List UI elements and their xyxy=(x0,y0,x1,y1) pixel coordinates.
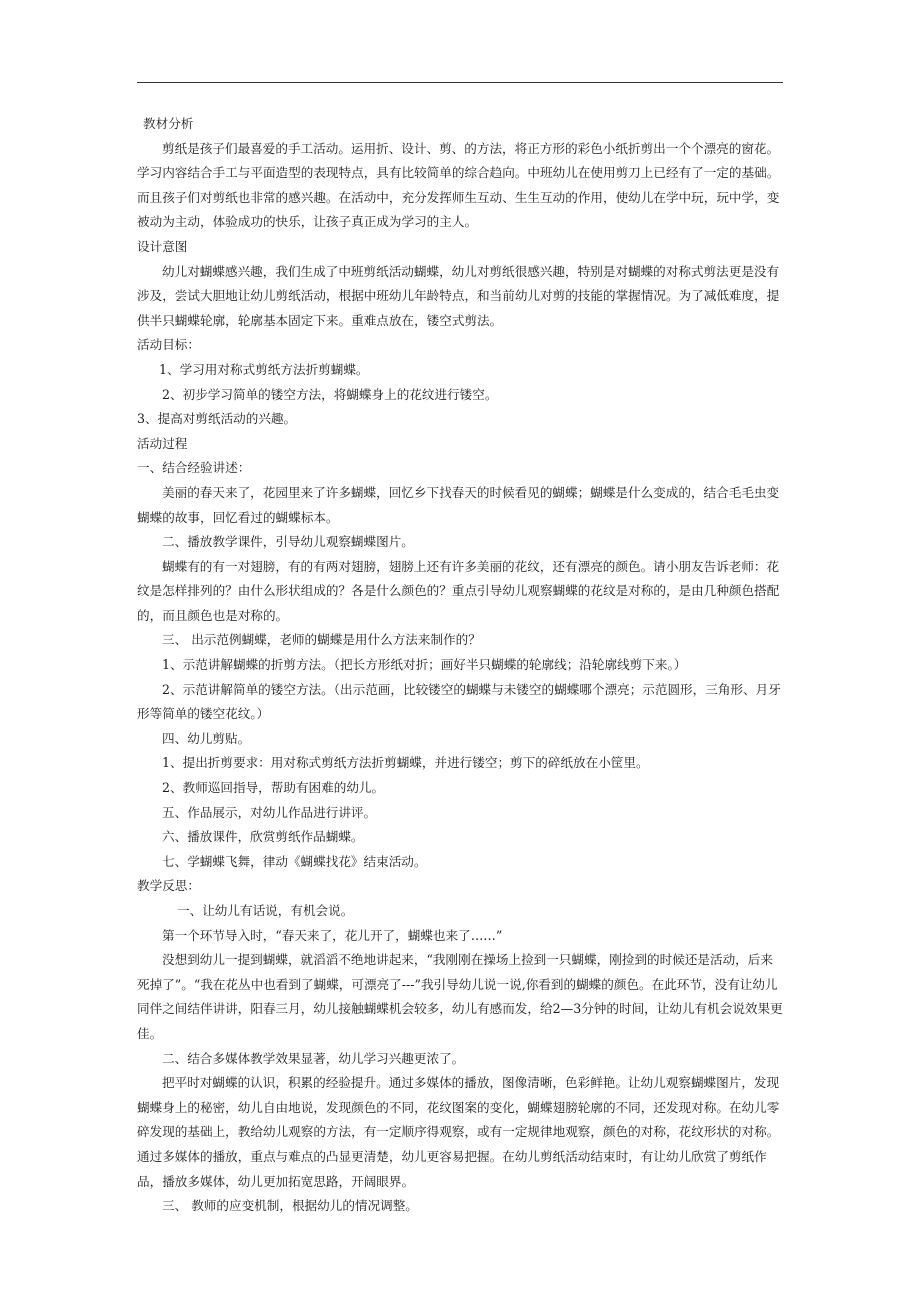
document-body xyxy=(137,112,785,1219)
paragraph: 三、 出示范例蝴蝶，老师的蝴蝶是用什么方法来制作的？ xyxy=(162,632,481,648)
paragraph: 第一个环节导入时，“春天来了，花儿开了，蝴蝶也来了……” xyxy=(162,927,503,943)
paragraph: 一、结合经验讲述： xyxy=(137,460,251,476)
paragraph: 1、学习用对称式剪纸方法折剪蝴蝶。 xyxy=(159,361,369,377)
paragraph: 设计意图 xyxy=(137,238,188,254)
paragraph: 2、教师巡回指导，帮助有困难的幼儿。 xyxy=(162,780,385,796)
paragraph: 三、 教师的应变机制，根据幼儿的情况调整。 xyxy=(162,1198,418,1214)
paragraph: 七、学蝴蝶飞舞，律动《蝴蝶找花》结束活动。 xyxy=(162,853,427,869)
paragraph: 幼儿对蝴蝶感兴趣，我们生成了中班剪纸活动蝴蝶，幼儿对剪纸很感兴趣，特别是对蝴蝶的对称式剪法更是没有涉及，尝试大胆地让幼儿剪纸活动，根据中班幼儿年龄特点，和当前幼儿对剪的技能的掌握情况。为了减低难度，提供半只蝴蝶轮廓，轮廓基本固定下来。重难点放在，镂空式剪法。 xyxy=(137,263,780,328)
paragraph: 四、幼儿剪贴。 xyxy=(162,730,251,746)
paragraph: 剪纸是孩子们最喜爱的手工活动。运用折、设计、剪、的方法，将正方形的彩色小纸折剪出一个个漂亮的窗花。学习内容结合手工与平面造型的表现特点，具有比较简单的综合趋向。中班幼儿在使用剪刀上已经有了一定的基础。而且孩子们对剪纸也非常的感兴趣。在活动中，充分发挥师生互动、生生互动的作用，使幼儿在学中玩，玩中学，变被动为主动，体验成功的快乐，让孩子真正成为学习的主人。 xyxy=(137,140,780,230)
paragraph: 1、示范讲解蝴蝶的折剪方法。（把长方形纸对折；画好半只蝴蝶的轮廓线；沿轮廓线剪下来。） xyxy=(162,657,687,673)
paragraph: 活动过程 xyxy=(137,435,188,451)
paragraph: 把平时对蝴蝶的认识，积累的经验提升。通过多媒体的播放，图像清晰，色彩鲜艳。让幼儿观察蝴蝶图片，发现蝴蝶身上的秘密，幼儿自由地说，发现颜色的不同，花纹图案的变化，蝴蝶翅膀轮廓的不同，还发现对称。在幼儿零碎发现的基础上，教给幼儿观察的方法，有一定顺序得观察，或有一定规律地观察，颜色的对称，花纹形状的对称。通过多媒体的播放，重点与难点的凸显更清楚，幼儿更容易把握。在幼儿剪纸活动结束时，有让幼儿欣赏了剪纸作品，播放多媒体，幼儿更加拓宽思路，开阔眼界。 xyxy=(137,1075,780,1189)
header-rule xyxy=(137,82,783,83)
paragraph: 1、提出折剪要求：用对称式剪纸方法折剪蝴蝶，并进行镂空；剪下的碎纸放在小筐里。 xyxy=(162,755,649,771)
paragraph: 五、作品展示，对幼儿作品进行讲评。 xyxy=(162,804,377,820)
paragraph: 2、初步学习简单的镂空方法，将蝴蝶身上的花纹进行镂空。 xyxy=(162,386,498,402)
paragraph: 二、播放教学课件，引导幼儿观察蝴蝶图片。 xyxy=(162,534,414,550)
paragraph: 2、示范讲解简单的镂空方法。（出示范画，比较镂空的蝴蝶与未镂空的蝴蝶哪个漂亮；示范圆形，三角形、月牙形等简单的镂空花纹。） xyxy=(137,681,781,722)
paragraph: 没想到幼儿一提到蝴蝶，就滔滔不绝地讲起来，“我刚刚在操场上捡到一只蝴蝶，刚捡到的时候还是活动，后来死掉了”。“我在花丛中也看到了蝴蝶，可漂亮了---”我引导幼儿说一说,你看到的蝴蝶的颜色。在此环节，没有让幼儿同伴之间结伴讲讲，阳春三月，幼儿接触蝴蝶机会较多，幼儿有感而发，给2—3分钟的时间，让幼儿有机会说效果更佳。 xyxy=(137,952,783,1041)
paragraph: 六、播放课件，欣赏剪纸作品蝴蝶。 xyxy=(162,829,364,845)
paragraph: 3、提高对剪纸活动的兴趣。 xyxy=(137,411,297,427)
paragraph: 美丽的春天来了，花园里来了许多蝴蝶，回忆乡下找春天的时候看见的蝴蝶；蝴蝶是什么变成的，结合毛毛虫变蝴蝶的故事，回忆看过的蝴蝶标本。 xyxy=(137,484,780,525)
paragraph: 教材分析 xyxy=(143,116,194,131)
paragraph: 一、让幼儿有话说，有机会说。 xyxy=(177,903,354,918)
paragraph: 教学反思： xyxy=(137,878,200,894)
paragraph: 二、结合多媒体教学效果显著，幼儿学习兴趣更浓了。 xyxy=(162,1050,465,1066)
paragraph: 蝴蝶有的有一对翅膀，有的有两对翅膀，翅膀上还有许多美丽的花纹，还有漂亮的颜色。请小朋友告诉老师：花纹是怎样排列的？由什么形状组成的？各是什么颜色的？重点引导幼儿观察蝴蝶的花纹是对称的，是由几种颜色搭配的，而且颜色也是对称的。 xyxy=(137,558,780,623)
paragraph: 活动目标： xyxy=(137,337,200,353)
